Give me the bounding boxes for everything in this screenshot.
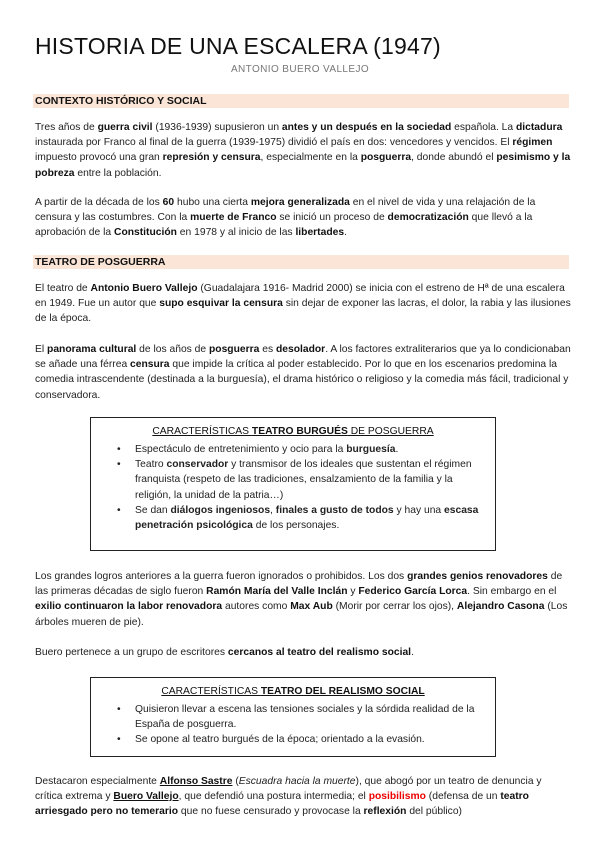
list-item: • Espectáculo de entretenimiento y ocio para la burguesía. — [91, 442, 495, 457]
document-author: ANTONIO BUERO VALLEJO — [230, 64, 370, 75]
paragraph-teatro-5: Destacaron especialmente Alfonso Sastre (Escuadra hacia la muerte), que abogó por un teatro de denuncia y crítica extrema y Buero Vallejo, que defendió una postura intermedia; el posibilismo (defensa de un teatro arriesgado pero no temerario que no fuese censurado y provocase la reflexión del público) — [35, 776, 542, 818]
paragraph-teatro-4: Buero pertenece a un grupo de escritores cercanos al teatro del realismo social. — [35, 647, 414, 658]
document-title: HISTORIA DE UNA ESCALERA (1947) — [35, 33, 441, 59]
paragraph-contexto-2: A partir de la década de los 60 hubo una cierta mejora generalizada en el nivel de vida y una relajación de la censura y las costumbres. Con la muerte de Franco se inició un proceso de democratización que llevó a la aprobación de la Constitución en 1978 y al inicio de las libertades. — [35, 197, 536, 239]
realismo-social-list — [91, 702, 495, 748]
section-heading-contexto: CONTEXTO HISTÓRICO Y SOCIAL — [33, 94, 569, 108]
paragraph-teatro-2: El panorama cultural de los años de posguerra es desolador. A los factores extraliterarios que ya lo condicionaban se añade una férrea censura que impide la crítica al poder establecido. Por lo que en los escenarios predomina la comedia intrascendente (destinada a la burguesía), el drama histórico o religioso y la comedia más fácil, tradicional y conservadora. — [35, 344, 571, 401]
paragraph-teatro-3: Los grandes logros anteriores a la guerra fueron ignorados o prohibidos. Los dos grandes genios renovadores de las primeras décadas de siglo fueron Ramón María del Valle Inclán y Federico García Lorca. Sin embargo en el exilio continuaron la labor renovadora autores como Max Aub (Morir por cerrar los ojos), Alejandro Casona (Los árboles mueren de pie). — [35, 571, 568, 628]
realismo-social-box-title: CARACTERÍSTICAS TEATRO DEL REALISMO SOCIAL — [161, 686, 425, 697]
section-heading-teatro-posguerra: TEATRO DE POSGUERRA — [33, 255, 569, 269]
paragraph-teatro-1: El teatro de Antonio Buero Vallejo (Guadalajara 1916- Madrid 2000) se inicia con el estreno de Hª de una escalera en 1949. Fue un autor que supo esquivar la censura sin dejar de exponer las lacras, el dolor, la rabia y las ilusiones de la época. — [35, 283, 571, 325]
list-item: • Se opone al teatro burgués de la época; orientado a la evasión. — [91, 732, 495, 747]
list-item: • Teatro conservador y transmisor de los ideales que sustentan el régimen franquista (respeto de las tradiciones, ensalzamiento de la familia y la religión, la unidad de la patria…) — [91, 457, 495, 503]
teatro-burgues-box-title: CARACTERÍSTICAS TEATRO BURGUÉS DE POSGUERRA — [152, 426, 434, 437]
list-item: • Se dan diálogos ingeniosos, finales a gusto de todos y hay una escasa penetración psicológica de los personajes. — [91, 503, 495, 533]
realismo-social-box — [90, 677, 496, 757]
teatro-burgues-box — [90, 417, 496, 551]
paragraph-contexto-1: Tres años de guerra civil (1936-1939) supusieron un antes y un después en la sociedad española. La dictadura instaurada por Franco al final de la guerra (1939-1975) dividió el país en dos: vencedores y vencidos. El régimen impuesto provocó una gran represión y censura, especialmente en la posguerra, donde abundó el pesimismo y la pobreza entre la población. — [35, 122, 571, 179]
teatro-burgues-list — [91, 442, 495, 533]
list-item: • Quisieron llevar a escena las tensiones sociales y la sórdida realidad de la España de posguerra. — [91, 702, 495, 732]
